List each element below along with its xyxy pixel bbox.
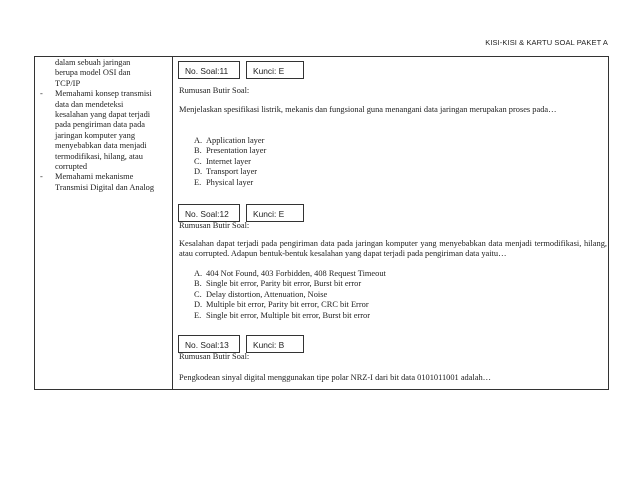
table-top-border xyxy=(34,56,609,57)
table-right-border xyxy=(608,56,609,390)
q12-options xyxy=(178,269,386,321)
option-item: B. Single bit error, Parity bit error, Burst bit error xyxy=(194,279,362,289)
q12-number-box: No. Soal:12 xyxy=(178,204,240,222)
option-item: E. Single bit error, Multiple bit error, Burst bit error xyxy=(194,310,371,320)
q11-options xyxy=(178,136,266,188)
option-item: A. 404 Not Found, 403 Forbidden, 408 Request Timeout xyxy=(194,269,386,278)
q13-question: Pengkodean sinyal digital menggunakan tipe polar NRZ-I dari bit data 0101011001 adalah… xyxy=(179,373,492,382)
table-bottom-border xyxy=(34,389,609,390)
indicator-column xyxy=(38,58,172,193)
option-item: B. Presentation layer xyxy=(194,146,267,156)
option-item: D. Multiple bit error, Parity bit error, CRC bit Error xyxy=(194,300,369,310)
q12-question: Kesalahan dapat terjadi pada pengiriman data pada jaringan komputer yang menyebabkan data menjadi termodifikasi, hilang, atau corrupted. Adapun bentuk-bentuk kesalahan yang dapat terjadi pada pengiriman data yaitu… xyxy=(179,239,607,259)
option-item: C. Internet layer xyxy=(194,156,251,166)
indicator-continuation: dalam sebuah jaringan berupa model OSI dan TCP/IP xyxy=(55,58,131,88)
option-item: D. Transport layer xyxy=(194,167,258,177)
bullet-dash: - xyxy=(40,89,43,99)
option-item: E. Physical layer xyxy=(194,177,254,187)
table-left-border xyxy=(34,56,35,390)
q13-number-box: No. Soal:13 xyxy=(178,335,240,353)
q11-question: Menjelaskan spesifikasi listrik, mekanis dan fungsional guna menangani data jaringan merupakan proses pada… xyxy=(179,105,557,114)
bullet-dash: - xyxy=(40,172,43,182)
q11-number-box: No. Soal:11 xyxy=(178,61,240,79)
q11-key-box: Kunci: E xyxy=(246,61,304,79)
q12-key-box: Kunci: E xyxy=(246,204,304,222)
q13-heading: Rumusan Butir Soal: xyxy=(179,352,250,361)
indicator-item: - Memahami mekanisme Transmisi Digital dan Analog xyxy=(40,172,155,192)
column-divider xyxy=(172,56,173,390)
indicator-item: - Memahami konsep transmisi data dan mendeteksi kesalahan yang dapat terjadi pada pengiriman data pada jaringan komputer yang menyebabkan data menjadi termodifikasi, hilang, atau corrupted xyxy=(40,89,152,172)
q11-heading: Rumusan Butir Soal: xyxy=(179,86,250,95)
q12-heading: Rumusan Butir Soal: xyxy=(179,221,250,230)
option-item: C. Delay distortion, Attenuation, Noise xyxy=(194,289,328,299)
document-header-title: KISI-KISI & KARTU SOAL PAKET A xyxy=(485,38,608,47)
q13-key-box: Kunci: B xyxy=(246,335,304,353)
option-item: A. Application layer xyxy=(194,136,265,145)
